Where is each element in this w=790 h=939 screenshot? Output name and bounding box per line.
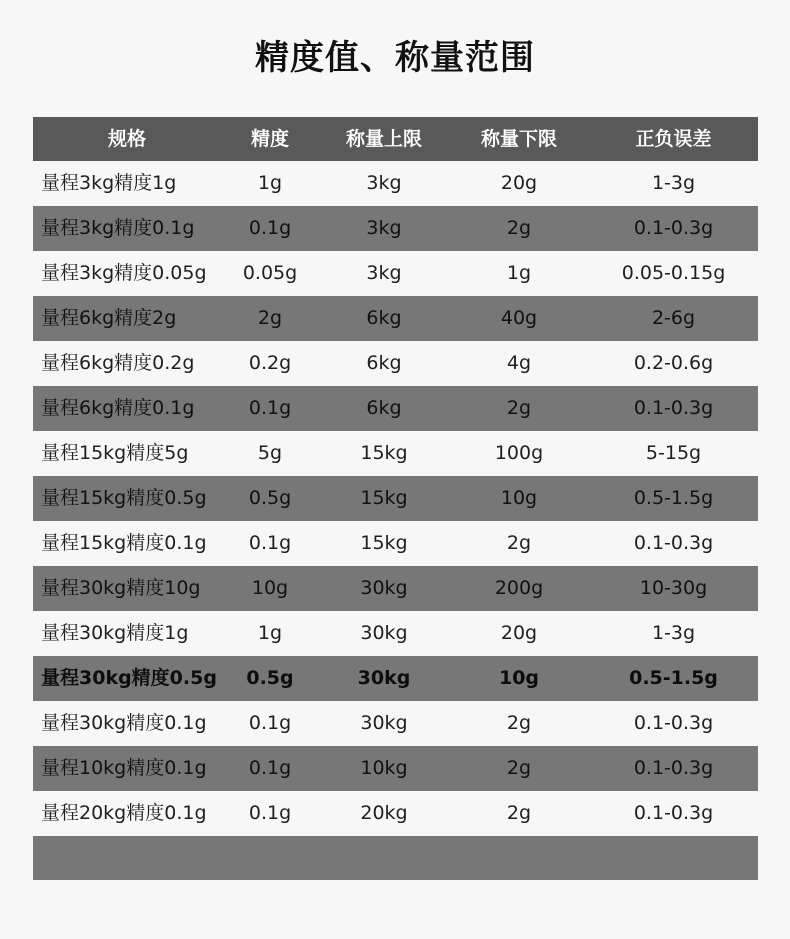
upper-limit-cell: 3kg: [366, 262, 402, 284]
spec-cell: 量程30kg精度0.1g: [41, 712, 207, 734]
precision-cell: 0.1g: [248, 217, 292, 239]
error-range-cell: 0.1-0.3g: [633, 757, 714, 779]
upper-limit-cell: 3kg: [366, 172, 402, 194]
table-row: [33, 431, 758, 476]
precision-cell: 5g: [257, 442, 283, 464]
upper-limit-cell: 30kg: [357, 667, 411, 689]
spec-cell: 量程6kg精度0.2g: [41, 352, 195, 374]
table-row: [33, 791, 758, 836]
error-range-cell: 0.1-0.3g: [633, 802, 714, 824]
lower-limit-cell: 2g: [506, 757, 532, 779]
lower-limit-cell: 2g: [506, 712, 532, 734]
spec-cell: 量程15kg精度0.1g: [41, 532, 207, 554]
spec-cell: 量程3kg精度0.05g: [41, 262, 207, 284]
error-range-cell: 0.1-0.3g: [633, 532, 714, 554]
precision-cell: 0.05g: [242, 262, 298, 284]
error-range-cell: 1-3g: [651, 622, 696, 644]
upper-limit-cell: 6kg: [366, 397, 402, 419]
spec-cell: 量程15kg精度0.5g: [41, 487, 207, 509]
precision-cell: 0.5g: [248, 487, 292, 509]
spec-cell: 量程30kg精度1g: [41, 622, 189, 644]
table-row: [33, 521, 758, 566]
table-row: [33, 386, 758, 431]
header-upper-limit: 称量上限: [345, 127, 422, 150]
table-row: [33, 341, 758, 386]
lower-limit-cell: 1g: [506, 262, 532, 284]
lower-limit-cell: 2g: [506, 217, 532, 239]
lower-limit-cell: 10g: [500, 487, 538, 509]
spec-cell: 量程30kg精度10g: [41, 577, 201, 599]
table-row: [33, 611, 758, 656]
upper-limit-cell: 3kg: [366, 217, 402, 239]
precision-cell: 0.5g: [246, 667, 294, 689]
precision-cell: 1g: [257, 172, 283, 194]
table-row: [33, 206, 758, 251]
table-row: [33, 161, 758, 206]
upper-limit-cell: 15kg: [360, 487, 408, 509]
upper-limit-cell: 6kg: [366, 307, 402, 329]
table-row: [33, 296, 758, 341]
precision-cell: 1g: [257, 622, 283, 644]
lower-limit-cell: 20g: [500, 172, 538, 194]
precision-cell: 0.1g: [248, 712, 292, 734]
upper-limit-cell: 15kg: [360, 532, 408, 554]
lower-limit-cell: 40g: [500, 307, 538, 329]
spec-cell: 量程6kg精度0.1g: [41, 397, 195, 419]
error-range-cell: 0.2-0.6g: [633, 352, 714, 374]
upper-limit-cell: 15kg: [360, 442, 408, 464]
spec-cell: 量程3kg精度0.1g: [41, 217, 195, 239]
lower-limit-cell: 2g: [506, 397, 532, 419]
error-range-cell: 0.5-1.5g: [633, 487, 714, 509]
error-range-cell: 0.1-0.3g: [633, 217, 714, 239]
error-range-cell: 0.1-0.3g: [633, 397, 714, 419]
lower-limit-cell: 100g: [494, 442, 544, 464]
upper-limit-cell: 20kg: [360, 802, 408, 824]
spec-cell: 量程30kg精度0.5g: [41, 667, 217, 689]
precision-cell: 10g: [251, 577, 289, 599]
error-range-cell: 10-30g: [639, 577, 708, 599]
table-row: [33, 746, 758, 791]
error-range-cell: 5-15g: [645, 442, 702, 464]
upper-limit-cell: 10kg: [360, 757, 408, 779]
spec-cell: 量程20kg精度0.1g: [41, 802, 207, 824]
table-row: [33, 476, 758, 521]
lower-limit-cell: 200g: [494, 577, 544, 599]
header-precision: 精度: [250, 127, 289, 150]
table-row: [33, 656, 758, 701]
error-range-cell: 2-6g: [651, 307, 696, 329]
upper-limit-cell: 6kg: [366, 352, 402, 374]
precision-cell: 0.1g: [248, 802, 292, 824]
precision-cell: 2g: [257, 307, 283, 329]
precision-cell: 0.1g: [248, 532, 292, 554]
table-row: [33, 701, 758, 746]
table-footer-bar: [33, 836, 758, 880]
upper-limit-cell: 30kg: [360, 712, 408, 734]
lower-limit-cell: 10g: [498, 667, 540, 689]
spec-cell: 量程3kg精度1g: [41, 172, 177, 194]
table-row: [33, 566, 758, 611]
header-spec: 规格: [107, 127, 146, 150]
spec-cell: 量程15kg精度5g: [41, 442, 189, 464]
header-error-range: 正负误差: [635, 127, 712, 150]
specification-table: [33, 117, 758, 880]
lower-limit-cell: 20g: [500, 622, 538, 644]
table-header-row: [33, 117, 758, 161]
lower-limit-cell: 2g: [506, 532, 532, 554]
spec-cell: 量程10kg精度0.1g: [41, 757, 207, 779]
error-range-cell: 0.5-1.5g: [629, 667, 718, 689]
lower-limit-cell: 4g: [506, 352, 532, 374]
error-range-cell: 0.05-0.15g: [621, 262, 726, 284]
error-range-cell: 0.1-0.3g: [633, 712, 714, 734]
upper-limit-cell: 30kg: [360, 577, 408, 599]
precision-cell: 0.1g: [248, 397, 292, 419]
header-lower-limit: 称量下限: [480, 127, 557, 150]
upper-limit-cell: 30kg: [360, 622, 408, 644]
page-title: 精度值、称量范围: [255, 38, 535, 78]
spec-cell: 量程6kg精度2g: [41, 307, 177, 329]
lower-limit-cell: 2g: [506, 802, 532, 824]
error-range-cell: 1-3g: [651, 172, 696, 194]
table-row: [33, 251, 758, 296]
precision-cell: 0.1g: [248, 757, 292, 779]
precision-cell: 0.2g: [248, 352, 292, 374]
